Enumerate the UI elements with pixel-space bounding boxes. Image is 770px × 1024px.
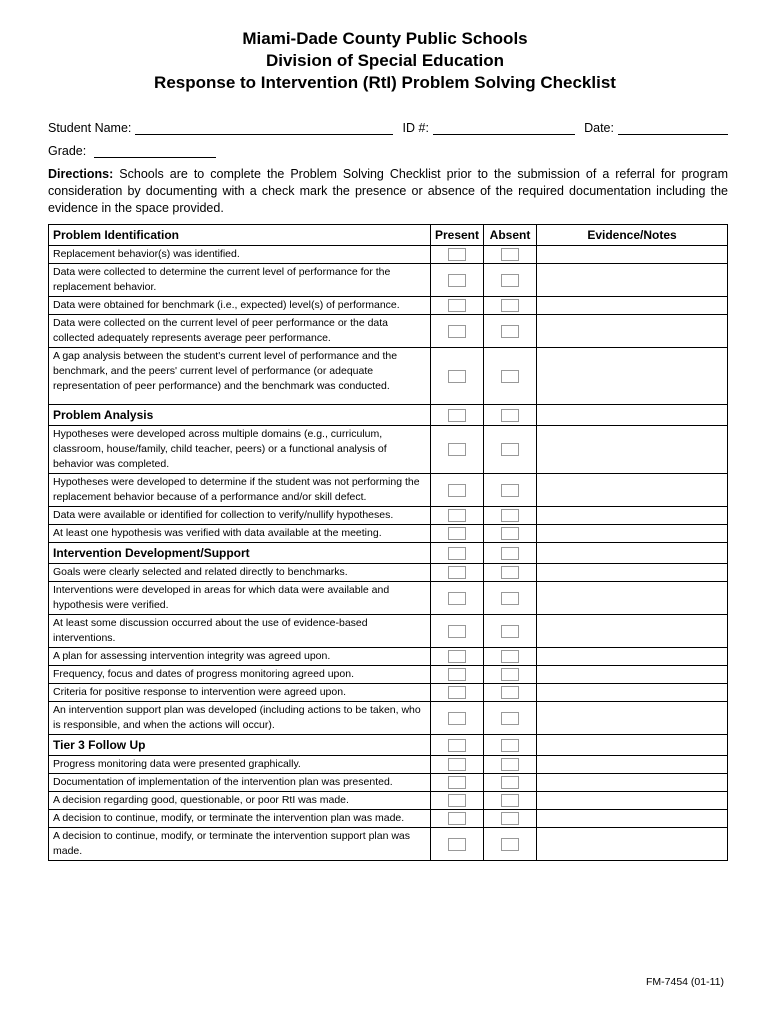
checklist-item: Hypotheses were developed to determine if the student was not performing the replacement behavior because of a performance and/or skill defect. — [49, 474, 431, 507]
checklist-row — [49, 246, 728, 264]
grade-label: Grade: — [48, 144, 87, 158]
grade-blank[interactable] — [94, 144, 216, 158]
checklist-row — [49, 474, 728, 507]
section-title-intervention-development: Intervention Development/Support — [49, 543, 431, 564]
checklist-row — [49, 774, 728, 792]
checklist-row — [49, 297, 728, 315]
section-title-problem-analysis: Problem Analysis — [49, 405, 431, 426]
present-checkbox[interactable] — [448, 739, 466, 752]
student-name-field[interactable] — [48, 121, 393, 135]
id-blank[interactable] — [433, 121, 575, 135]
checklist-item: A decision to continue, modify, or terminate the intervention support plan was made. — [49, 828, 431, 861]
checklist-item: A gap analysis between the student's current level of performance and the benchmark, and the peers' current level of performance (or adequate representation of peer performance) and the benchmark was conducted. — [49, 348, 431, 405]
header-line-1: Miami-Dade County Public Schools — [242, 29, 528, 48]
checklist-item: Criteria for positive response to intervention were agreed upon. — [49, 684, 431, 702]
grade-field[interactable] — [48, 144, 216, 158]
date-field[interactable] — [584, 121, 728, 135]
present-checkbox[interactable] — [448, 443, 466, 456]
evidence-notes-cell[interactable] — [537, 474, 728, 507]
column-header-absent: Absent — [484, 225, 537, 246]
date-label: Date: — [584, 121, 614, 135]
absent-checkbox[interactable] — [501, 299, 519, 312]
absent-checkbox[interactable] — [501, 668, 519, 681]
checklist-row — [49, 507, 728, 525]
student-info-fields — [48, 116, 728, 162]
absent-checkbox[interactable] — [501, 274, 519, 287]
present-checkbox[interactable] — [448, 325, 466, 338]
checklist-row — [49, 582, 728, 615]
checklist-row — [49, 348, 728, 405]
directions-text: Schools are to complete the Problem Solving Checklist prior to the submission of a referral for program consideration by documenting with a check mark the presence or absence of the required documentation including the evidence in the space provided. — [48, 167, 728, 215]
evidence-notes-cell[interactable] — [537, 426, 728, 474]
header-line-3: Response to Intervention (RtI) Problem Solving Checklist — [154, 73, 616, 92]
absent-checkbox[interactable] — [501, 712, 519, 725]
absent-checkbox[interactable] — [501, 650, 519, 663]
section-header-row — [49, 543, 728, 564]
present-checkbox[interactable] — [448, 794, 466, 807]
evidence-notes-cell[interactable] — [537, 246, 728, 264]
column-header-evidence: Evidence/Notes — [537, 225, 728, 246]
checklist-row — [49, 426, 728, 474]
checklist-row — [49, 684, 728, 702]
checklist-item: Replacement behavior(s) was identified. — [49, 246, 431, 264]
evidence-notes-cell[interactable] — [537, 348, 728, 405]
column-header-present: Present — [431, 225, 484, 246]
absent-checkbox[interactable] — [501, 509, 519, 522]
checklist-row — [49, 525, 728, 543]
section-header-row — [49, 735, 728, 756]
absent-checkbox[interactable] — [501, 443, 519, 456]
evidence-notes-cell[interactable] — [537, 810, 728, 828]
present-checkbox[interactable] — [448, 592, 466, 605]
evidence-notes-cell[interactable] — [537, 735, 728, 756]
id-field[interactable] — [403, 121, 575, 135]
checklist-item: Hypotheses were developed across multiple domains (e.g., curriculum, classroom, house/family, child teacher, peers) or a functional analysis of behavior was completed. — [49, 426, 431, 474]
checklist-item: Data were obtained for benchmark (i.e., expected) level(s) of performance. — [49, 297, 431, 315]
present-checkbox[interactable] — [448, 484, 466, 497]
present-checkbox[interactable] — [448, 274, 466, 287]
present-checkbox[interactable] — [448, 712, 466, 725]
absent-checkbox[interactable] — [501, 686, 519, 699]
checklist-item: An intervention support plan was developed (including actions to be taken, who is responsible, and when the actions will occur). — [49, 702, 431, 735]
absent-checkbox[interactable] — [501, 547, 519, 560]
evidence-notes-cell[interactable] — [537, 315, 728, 348]
checklist-item: At least one hypothesis was verified with data available at the meeting. — [49, 525, 431, 543]
form-number: FM-7454 (01-11) — [645, 976, 724, 988]
document-header — [0, 28, 770, 94]
checklist-item: Data were collected on the current level of peer performance or the data collected adequately represents average peer performance. — [49, 315, 431, 348]
checklist-row — [49, 648, 728, 666]
absent-checkbox[interactable] — [501, 409, 519, 422]
checklist-row — [49, 792, 728, 810]
id-label: ID #: — [402, 121, 429, 135]
checklist-row — [49, 756, 728, 774]
date-blank[interactable] — [618, 121, 728, 135]
present-checkbox[interactable] — [448, 527, 466, 540]
checklist-row — [49, 264, 728, 297]
absent-checkbox[interactable] — [501, 370, 519, 383]
checklist-item: Data were available or identified for collection to verify/nullify hypotheses. — [49, 507, 431, 525]
present-checkbox[interactable] — [448, 248, 466, 261]
absent-checkbox[interactable] — [501, 484, 519, 497]
absent-checkbox[interactable] — [501, 625, 519, 638]
checklist-item: A plan for assessing intervention integrity was agreed upon. — [49, 648, 431, 666]
present-checkbox[interactable] — [448, 509, 466, 522]
header-line-2: Division of Special Education — [265, 51, 505, 70]
evidence-notes-cell[interactable] — [537, 702, 728, 735]
checklist-row — [49, 702, 728, 735]
student-name-blank[interactable] — [135, 121, 393, 135]
checklist-item: At least some discussion occurred about the use of evidence-based interventions. — [49, 615, 431, 648]
evidence-notes-cell[interactable] — [537, 582, 728, 615]
present-checkbox[interactable] — [448, 650, 466, 663]
absent-checkbox[interactable] — [501, 248, 519, 261]
evidence-notes-cell[interactable] — [537, 507, 728, 525]
present-checkbox[interactable] — [448, 758, 466, 771]
checklist-item: Goals were clearly selected and related directly to benchmarks. — [49, 564, 431, 582]
checklist-row — [49, 666, 728, 684]
section-title-problem-identification: Problem Identification — [49, 225, 431, 246]
evidence-notes-cell[interactable] — [537, 405, 728, 426]
evidence-notes-cell[interactable] — [537, 792, 728, 810]
present-checkbox[interactable] — [448, 299, 466, 312]
evidence-notes-cell[interactable] — [537, 615, 728, 648]
evidence-notes-cell[interactable] — [537, 666, 728, 684]
checklist-item: Progress monitoring data were presented graphically. — [49, 756, 431, 774]
student-name-label: Student Name: — [48, 121, 132, 135]
directions-paragraph — [48, 166, 728, 217]
checklist-item: Data were collected to determine the current level of performance for the replacement behavior. — [49, 264, 431, 297]
present-checkbox[interactable] — [448, 686, 466, 699]
checklist-item: Frequency, focus and dates of progress monitoring agreed upon. — [49, 666, 431, 684]
evidence-notes-cell[interactable] — [537, 264, 728, 297]
checklist-item: Documentation of implementation of the intervention plan was presented. — [49, 774, 431, 792]
checklist-row — [49, 810, 728, 828]
present-checkbox[interactable] — [448, 566, 466, 579]
present-checkbox[interactable] — [448, 776, 466, 789]
checklist-item: Interventions were developed in areas for which data were available and hypothesis were verified. — [49, 582, 431, 615]
checklist-row — [49, 564, 728, 582]
checklist-row — [49, 828, 728, 861]
section-title-tier3: Tier 3 Follow Up — [49, 735, 431, 756]
absent-checkbox[interactable] — [501, 776, 519, 789]
present-checkbox[interactable] — [448, 625, 466, 638]
absent-checkbox[interactable] — [501, 325, 519, 338]
present-checkbox[interactable] — [448, 409, 466, 422]
absent-checkbox[interactable] — [501, 794, 519, 807]
evidence-notes-cell[interactable] — [537, 648, 728, 666]
checklist-item: A decision to continue, modify, or terminate the intervention plan was made. — [49, 810, 431, 828]
evidence-notes-cell[interactable] — [537, 774, 728, 792]
absent-checkbox[interactable] — [501, 758, 519, 771]
checklist-table — [48, 224, 728, 861]
absent-checkbox[interactable] — [501, 838, 519, 851]
evidence-notes-cell[interactable] — [537, 756, 728, 774]
evidence-notes-cell[interactable] — [537, 564, 728, 582]
checklist-row — [49, 615, 728, 648]
absent-checkbox[interactable] — [501, 527, 519, 540]
absent-checkbox[interactable] — [501, 592, 519, 605]
absent-checkbox[interactable] — [501, 812, 519, 825]
evidence-notes-cell[interactable] — [537, 297, 728, 315]
present-checkbox[interactable] — [448, 547, 466, 560]
evidence-notes-cell[interactable] — [537, 543, 728, 564]
evidence-notes-cell[interactable] — [537, 684, 728, 702]
checklist-item: A decision regarding good, questionable, or poor RtI was made. — [49, 792, 431, 810]
present-checkbox[interactable] — [448, 370, 466, 383]
present-checkbox[interactable] — [448, 812, 466, 825]
present-checkbox[interactable] — [448, 668, 466, 681]
absent-checkbox[interactable] — [501, 566, 519, 579]
present-checkbox[interactable] — [448, 838, 466, 851]
section-header-row — [49, 225, 728, 246]
absent-checkbox[interactable] — [501, 739, 519, 752]
section-header-row — [49, 405, 728, 426]
evidence-notes-cell[interactable] — [537, 828, 728, 861]
evidence-notes-cell[interactable] — [537, 525, 728, 543]
directions-label: Directions: — [48, 167, 114, 181]
checklist-row — [49, 315, 728, 348]
